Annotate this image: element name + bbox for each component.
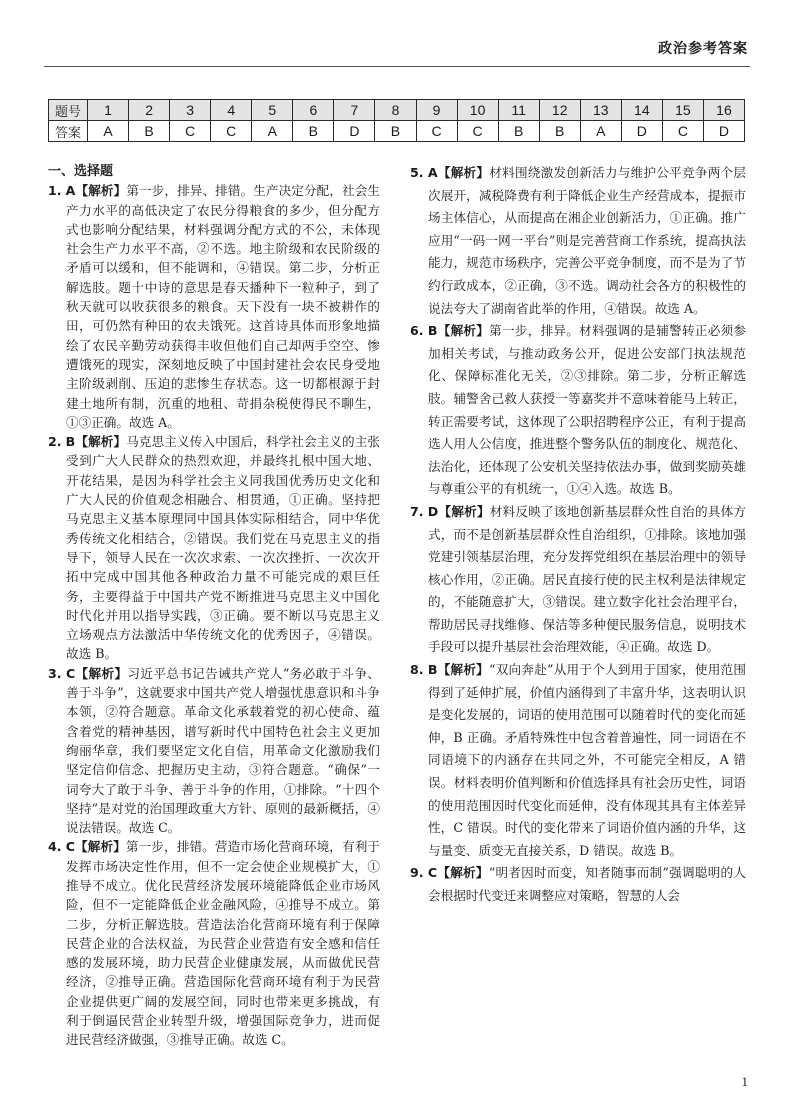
answer-letter: C <box>65 665 76 681</box>
question-number: 1. <box>48 183 62 199</box>
answer-letter: C <box>65 839 75 855</box>
question-number-cell: 15 <box>662 100 703 121</box>
explanation-text: 第一步，排错。营造市场化营商环境，有利于发挥市场决定性作用，但不一定会使企业规模扩大，①推导不成立。优化民营经济发展环境能降低企业市场风险，但不一定能降低企业金融风险，④推导不成立。第二步，分析正解选肢。营造法治化营商环境有利于保障民营企业的合法权益，为民营企业营造有安全感和信任感的发展环境，助力民营企业健康发展，从而做优民营经济，②推导正确。营造国际化营商环境有利于为民营企业提供更广阔的发展空间，同时也带来更多挑战，有利于倒逼民营企业转型升级，增强国际竞争力，进而促进民营经济做强，③推导正确。故选 C。 <box>66 839 381 1048</box>
bracket-open: 【 <box>74 839 88 855</box>
answer-cell: D <box>334 121 375 142</box>
question-number: 3. <box>48 665 62 681</box>
bracket-open: 【 <box>437 662 451 678</box>
answer-letter: B <box>427 323 438 339</box>
answer-cell: D <box>621 121 662 142</box>
bracket-close: 】 <box>476 503 490 519</box>
answer-letter: C <box>427 865 438 881</box>
bracket-open: 【 <box>437 865 451 881</box>
left-column <box>48 162 380 1050</box>
answer-cell: C <box>662 121 703 142</box>
bracket-open: 【 <box>437 323 451 339</box>
question-number-cell: 14 <box>621 100 662 121</box>
bracket-open: 【 <box>75 183 89 199</box>
answer-cell: A <box>580 121 621 142</box>
question-number-cell: 16 <box>703 100 744 121</box>
explanation-tag: 解析 <box>87 839 114 855</box>
bracket-close: 】 <box>476 165 490 180</box>
section-title: 一、选择题 <box>48 164 114 179</box>
answer-cell: C <box>416 121 457 142</box>
bracket-close: 】 <box>114 665 128 681</box>
question-number-cell: 3 <box>170 100 211 121</box>
explanation-tag: 解析 <box>88 665 115 681</box>
explanation-text: 材料围绕激发创新活力与维护公平竞争两个层次展开，减税降费有利于降低企业生产经营成本，提振市场主体信心，从而提高在湘企业创新活力，①正确。推广应用“一码一网一平台”则是完善营商工作系统，提高执法能力，规范市场秩序，完善公平竞争制度，而不是为了节约行政成本，②正确，③不选。调动社会各方的积极性的说法夸大了湖南省此举的作用，④错误。故选 A。 <box>428 165 747 316</box>
header-rule <box>44 66 750 67</box>
header-title: 政治参考答案 <box>658 41 748 57</box>
bracket-open: 【 <box>75 434 89 450</box>
explanation-tag: 解析 <box>88 434 114 450</box>
question-number-cell: 5 <box>252 100 293 121</box>
explanation-tag: 解析 <box>450 865 476 881</box>
answer-cell: A <box>252 121 293 142</box>
question-explanation <box>410 320 746 501</box>
question-explanation <box>410 501 746 659</box>
question-number: 6. <box>410 323 424 339</box>
bracket-close: 】 <box>476 662 490 678</box>
answer-cell: D <box>703 121 744 142</box>
answer-letter: A <box>427 165 438 180</box>
bracket-close: 】 <box>476 323 490 339</box>
explanation-text: 第一步，排异。材料强调的是辅警转正必须参加相关考试，与推动政务公开，促进公安部门执法规范化、保障标准化无关，②③排除。第二步，分析正解选肢。辅警舍己救人获授一等嘉奖并不意味着能马上转正，转正需要考试，这体现了公职招聘程序公正，有利于提高选人用人公信度，推进整个警务队伍的制度化、规范化、法治化，还体现了公安机关坚持依法办事，做到奖励英雄与尊重公平的有机统一，①④入选。故选 B。 <box>428 323 747 497</box>
question-explanation <box>410 659 746 862</box>
bracket-open: 【 <box>437 165 451 180</box>
bracket-close: 】 <box>475 865 489 881</box>
question-explanation <box>48 432 380 664</box>
explanation-text: 习近平总书记告诫共产党人“务必敢于斗争、善于斗争”，这就要求中国共产党人增强忧患意识和斗争本领，②符合题意。革命文化承载着党的初心使命、蕴含着党的精神基因，谱写新时代中国特色社会主义更加绚丽华章，我们要坚定文化自信，用革命文化激励我们坚定信仰信念、把握历史主动，③符合题意。“确保”一词夸大了敢于斗争、善于斗争的作用，①排除。“十四个坚持”是对党的治国理政重大方针、原则的最新概括，④说法错误。故选 C。 <box>66 665 381 836</box>
bracket-open: 【 <box>75 665 89 681</box>
question-number-cell: 12 <box>539 100 580 121</box>
row-label-question-number: 题号 <box>49 100 88 121</box>
question-explanation <box>410 162 746 320</box>
answer-letter: D <box>427 503 439 519</box>
answer-table-number-row <box>49 100 745 121</box>
question-number: 7. <box>410 503 424 519</box>
answer-table-answer-row <box>49 121 745 142</box>
explanation-text: “双向奔赴”从用于个人到用于国家，使用范围得到了延伸扩展，价值内涵得到了丰富升华，这表明认识是变化发展的，词语的使用范围可以随着时代的变化而延伸，B 正确。矛盾特殊性中包含着普遍性，同一词语在不同语境下的内涵存在共同之外，不可能完全相反，A 错误。材料表明价值判断和价值选择具有社会历史性，词语的使用范围因时代变化而延伸，没有体现其具有主体差异性，C 错误。时代的变化带来了词语价值内涵的升华，这与量变、质变无直接关系，D 错误。故选 B。 <box>428 662 746 858</box>
explanation-tag: 解析 <box>450 165 477 180</box>
explanation-tag: 解析 <box>451 503 477 519</box>
row-label-answer: 答案 <box>49 121 88 142</box>
answer-cell: C <box>211 121 252 142</box>
bracket-close: 】 <box>113 434 127 450</box>
question-number-cell: 6 <box>293 100 334 121</box>
answer-cell: C <box>170 121 211 142</box>
question-explanation <box>48 664 380 838</box>
answer-letter: B <box>427 662 438 678</box>
page-number: 1 <box>741 1074 748 1089</box>
question-number-cell: 10 <box>457 100 498 121</box>
explanation-tag: 解析 <box>88 183 114 199</box>
answer-cell: B <box>129 121 170 142</box>
bracket-close: 】 <box>113 839 126 855</box>
question-number-cell: 2 <box>129 100 170 121</box>
answer-cell: B <box>375 121 416 142</box>
question-number-cell: 7 <box>334 100 375 121</box>
question-explanation <box>48 181 380 432</box>
question-number: 8. <box>410 662 424 678</box>
question-explanation <box>48 837 380 1049</box>
bracket-close: 】 <box>113 183 127 199</box>
question-number: 4. <box>48 839 62 855</box>
question-number: 9. <box>410 865 424 881</box>
question-number-cell: 9 <box>416 100 457 121</box>
explanation-text: 材料反映了该地创新基层群众性自治的具体方式，而不是创新基层群众性自治组织，①排除。该地加强党建引领基层治理，充分发挥党组织在基层治理中的领导核心作用，②正确。居民直接行使的民主权利是法律规定的，不能随意扩大，③错误。建立数字化社会治理平台，帮助居民寻找维修、保洁等多种便民服务信息，说明技术手段可以提升基层社会治理效能，④正确。故选 D。 <box>428 503 747 655</box>
question-number-cell: 1 <box>88 100 129 121</box>
right-column <box>410 162 746 908</box>
answer-cell: B <box>498 121 539 142</box>
question-number: 5. <box>410 165 424 180</box>
explanation-text: 第一步，排异、排错。生产决定分配，社会生产力水平的高低决定了农民分得粮食的多少，但分配方式也影响分配结果，材料强调分配方式的不公，未体现社会生产力水平不高，②不选。地主阶级和农民阶级的矛盾可以缓和，但不能调和，④错误。第二步，分析正解选肢。题十中诗的意思是春天播种下一粒种子，到了秋天就可以收获很多的粮食。天下没有一块不被耕作的田，可仍然有种田的农夫饿死。这首诗具体而形象地描绘了农民辛勤劳动获得丰收但他们自己却两手空空、惨遭饿死的现实，深刻地反映了中国封建社会农民身受地主阶级剥削、压迫的悲惨生存状态。这一切都根源于封建土地所有制，沉重的地租、苛捐杂税使得民不聊生，①③正确。故选 A。 <box>66 183 381 430</box>
explanation-tag: 解析 <box>450 662 477 678</box>
answer-cell: C <box>457 121 498 142</box>
answer-letter: A <box>65 183 76 199</box>
question-number-cell: 13 <box>580 100 621 121</box>
question-number-cell: 4 <box>211 100 252 121</box>
question-number: 2. <box>48 434 62 450</box>
explanation-text: 马克思主义传入中国后，科学社会主义的主张受到广大人民群众的热烈欢迎，并最终扎根中国大地、开花结果，是因为科学社会主义同我国优秀历史文化和广大人民的价值观念相融合、相贯通，①正确。坚持把马克思主义基本原理同中国具体实际相结合，同中华优秀传统文化相结合，②错误。我们党在马克思主义的指导下，领导人民在一次次求索、一次次挫折、一次次开拓中完成中国其他各种政治力量不可能完成的艰巨任务，主要得益于中国共产党不断推进马克思主义中国化时代化并用以指导实践，③正确。要不断以马克思主义立场观点方法激活中华传统文化的优秀因子，④错误。故选 B。 <box>66 434 381 662</box>
answer-table <box>48 99 745 142</box>
question-number-cell: 11 <box>498 100 539 121</box>
question-explanation <box>410 862 746 907</box>
explanation-tag: 解析 <box>450 323 477 339</box>
bracket-open: 【 <box>438 503 452 519</box>
answer-cell: B <box>539 121 580 142</box>
answer-letter: B <box>65 434 76 450</box>
answer-cell: B <box>293 121 334 142</box>
question-number-cell: 8 <box>375 100 416 121</box>
explanation-text: “明者因时而变，知者随事而制”强调聪明的人会根据时代变迁来调整应对策略，智慧的人会 <box>428 865 747 903</box>
answer-cell: A <box>88 121 129 142</box>
